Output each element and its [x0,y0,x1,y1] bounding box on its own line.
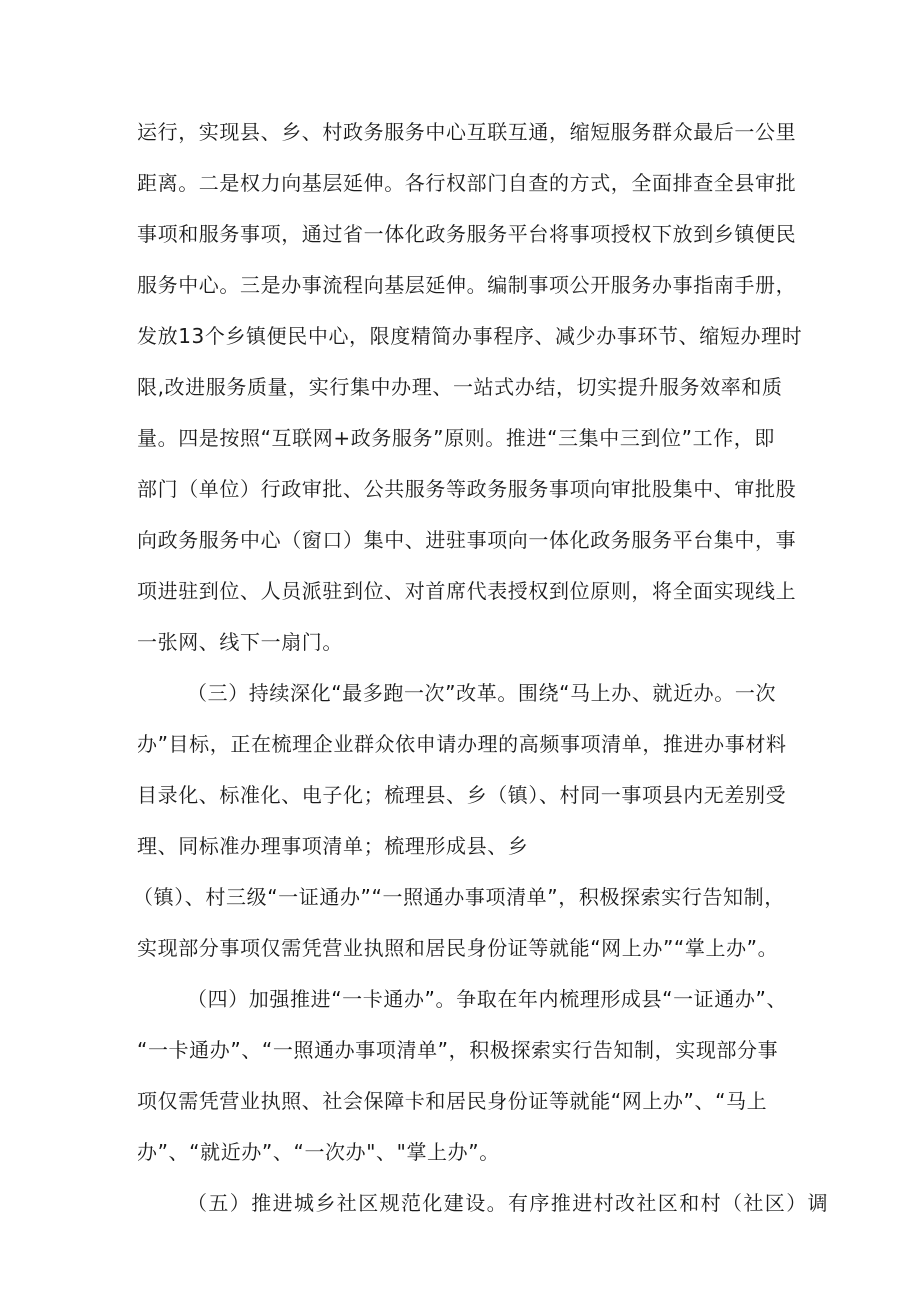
body-text-line: “一卡通办”、“一照通办事项清单”，积极探索实行告知制，实现部分事 [137,1038,779,1062]
body-text-line: 办”、“就近办”、“一次办"、"掌上办”。 [137,1140,500,1164]
body-text-line: 运行，实现县、乡、村政务服务中心互联互通，缩短服务群众最后一公里 [137,120,797,144]
body-text-line: 限,改进服务质量，实行集中办理、一站式办结，切实提升服务效率和质 [137,375,783,399]
body-text-line: 部门（单位）行政审批、公共服务等政务服务事项向审批股集中、审批股 [137,477,797,501]
body-text-line: 理、同标准办理事项清单；梳理形成县、乡 [137,834,529,858]
body-text-line: 项进驻到位、人员派驻到位、对首席代表授权到位原则，将全面实现线上 [137,579,797,603]
body-text-line: 事项和服务事项，通过省一体化政务服务平台将事项授权下放到乡镇便民 [137,222,797,246]
paragraph-heading-5: （五）推进城乡社区规范化建设。有序推进村改社区和村（社区）调 [187,1191,829,1215]
body-text-line: （镇）、村三级“一证通办”“一照通办事项清单”，积极探索实行告知制， [133,885,785,909]
body-text-line: 实现部分事项仅需凭营业执照和居民身份证等就能“网上办”“掌上办”。 [137,936,779,960]
body-text-line: 目录化、标准化、电子化；梳理县、乡（镇）、村同一事项县内无差别受 [137,783,787,807]
body-text-line: 发放13个乡镇便民中心，限度精简办事程序、减少办事环节、缩短办理时 [137,324,803,348]
paragraph-heading-4: （四）加强推进“一卡通办”。争取在年内梳理形成县“一证通办”、 [187,987,788,1011]
body-text-line: 距离。二是权力向基层延伸。各行权部门自查的方式，全面排查全县审批 [137,171,797,195]
body-text-line: 向政务服务中心（窗口）集中、进驻事项向一体化政务服务平台集中，事 [137,528,797,552]
paragraph-heading-3: （三）持续深化“最多跑一次”改革。围绕“马上办、就近办。一次 [187,681,777,705]
body-text-line: 量。四是按照“互联网+政务服务”原则。推进“三集中三到位”工作，即 [137,426,776,450]
body-text-line: 服务中心。三是办事流程向基层延伸。编制事项公开服务办事指南手册， [137,273,797,297]
body-text-line: 一张网、线下一扇门。 [137,630,343,654]
body-text-line: 项仅需凭营业执照、社会保障卡和居民身份证等就能“网上办”、“马上 [137,1089,768,1113]
body-text-line: 办”目标，正在梳理企业群众依申请办理的高频事项清单，推进办事材料 [137,732,787,756]
